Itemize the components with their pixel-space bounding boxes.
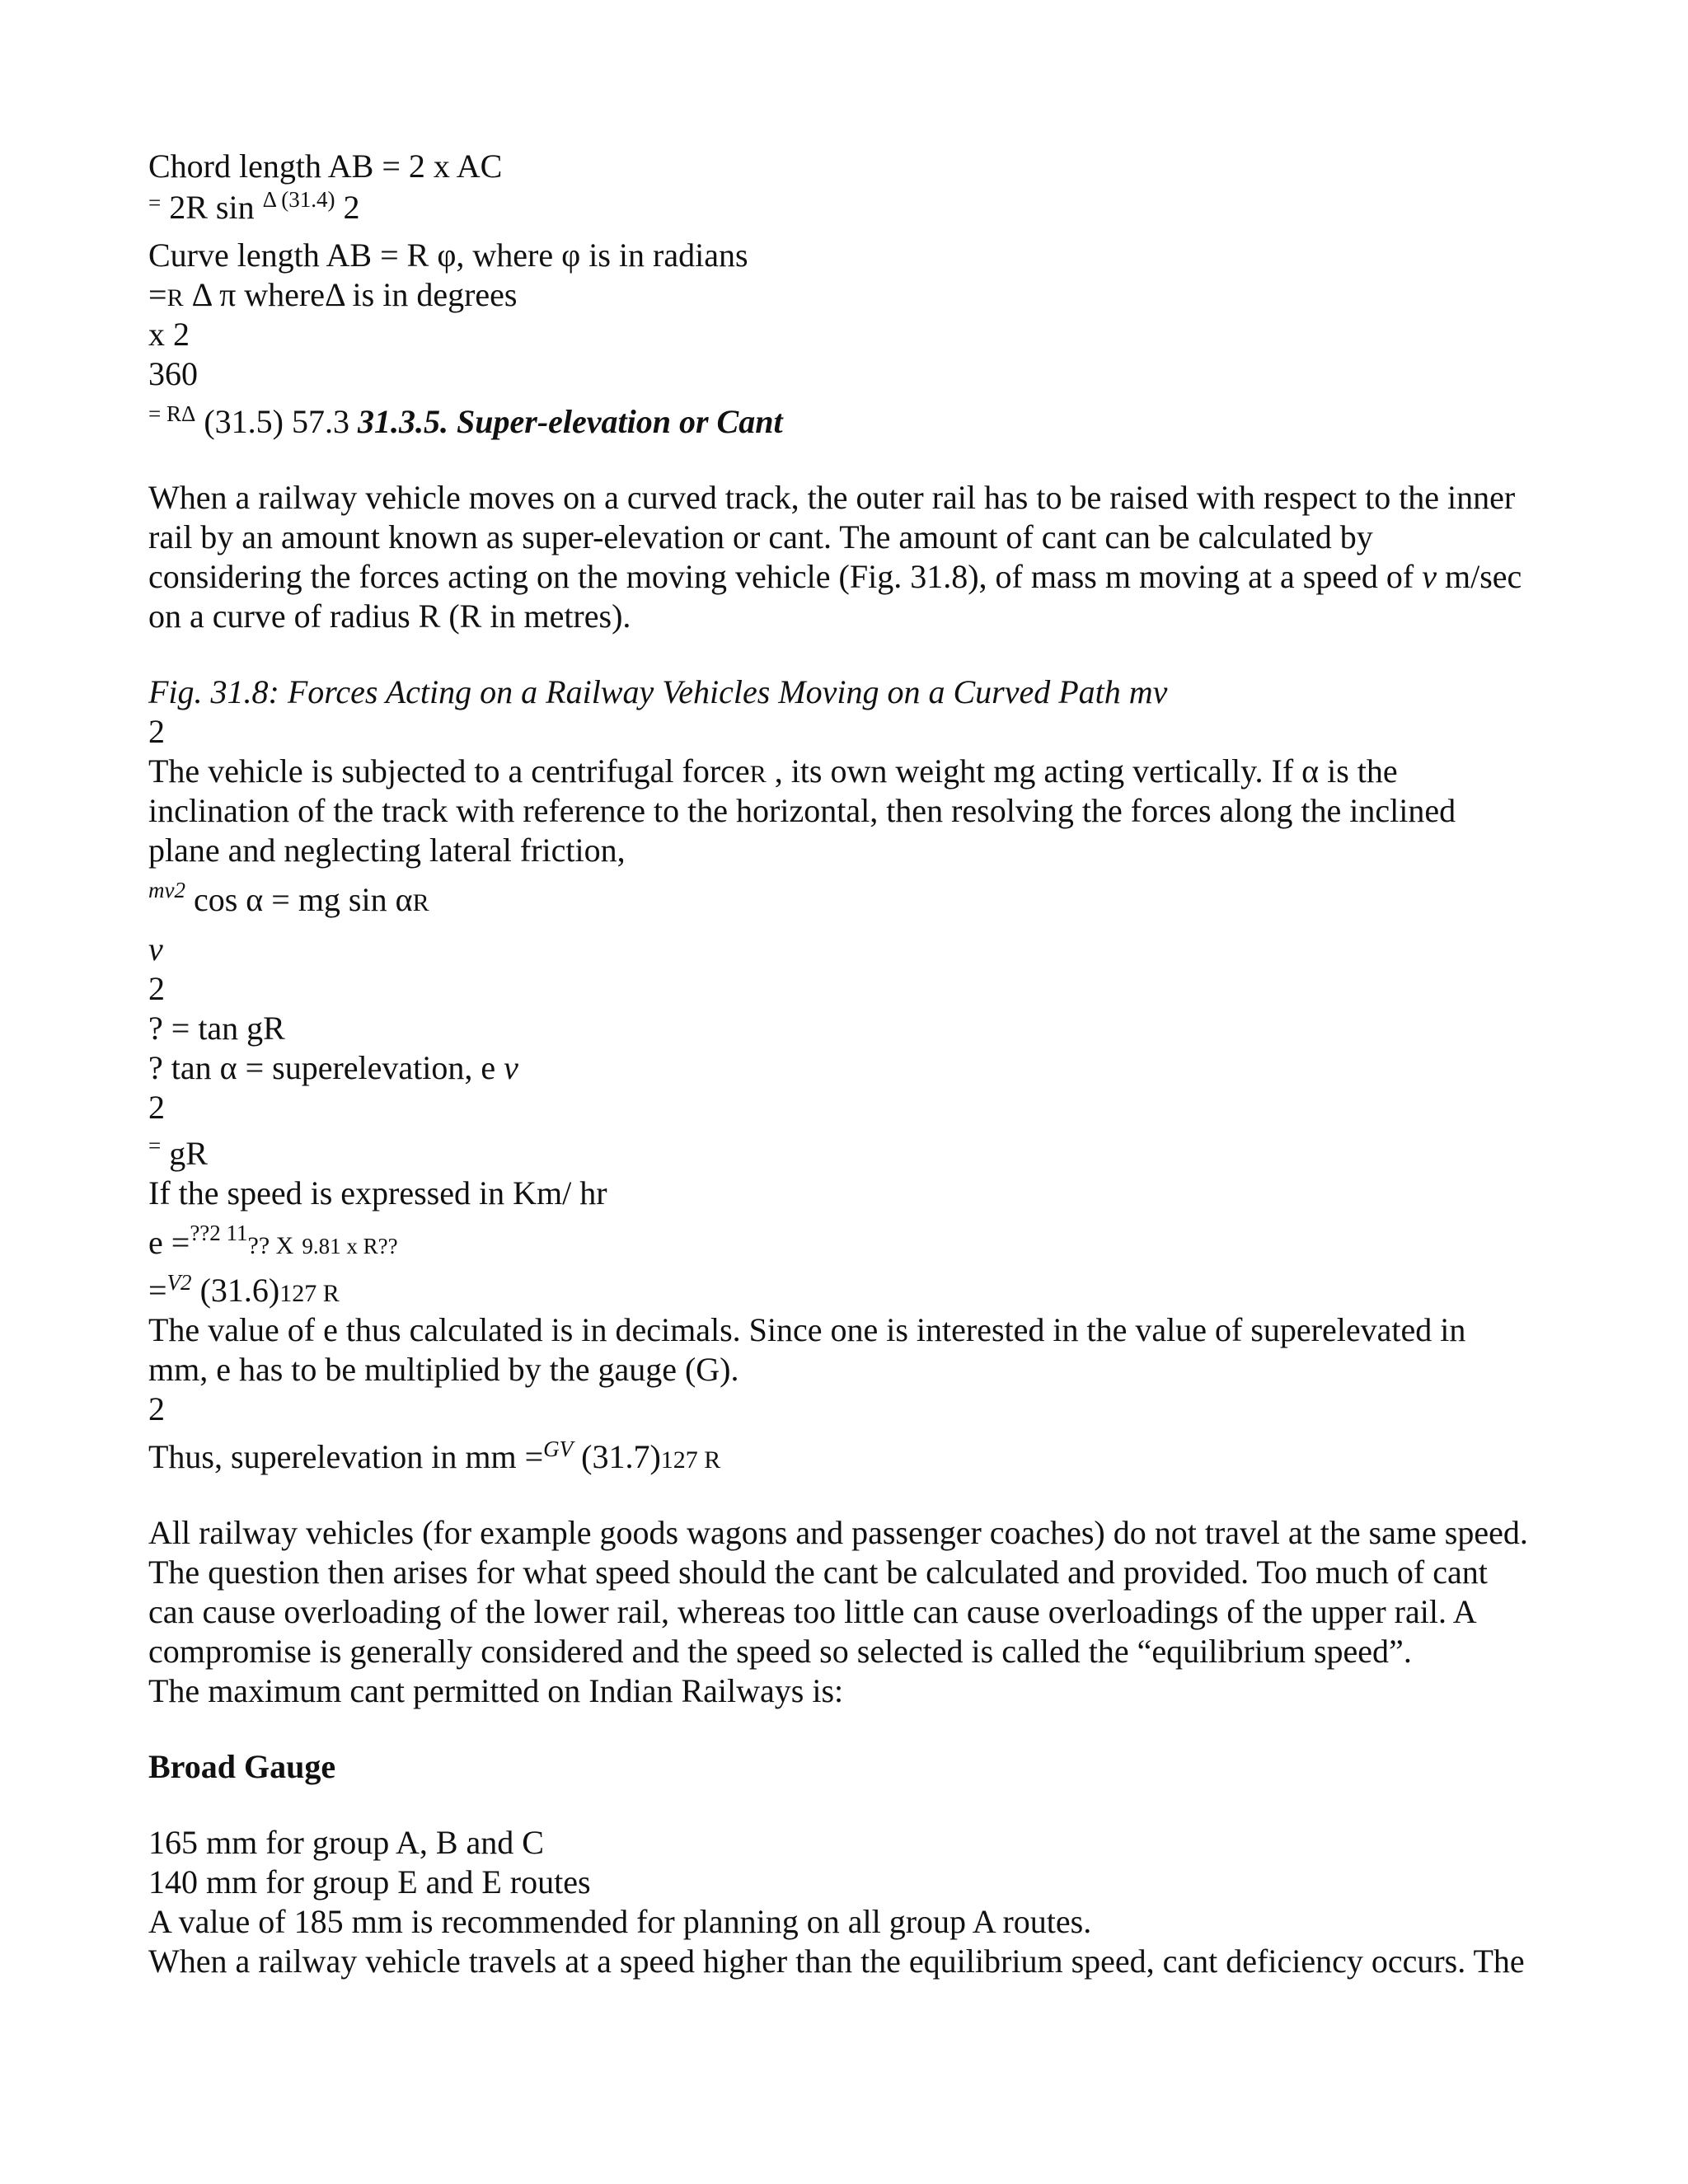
text: A value of 185 mm is recommended for planning on all group A routes.	[148, 1903, 1092, 1940]
equals-sign: =	[148, 190, 162, 215]
text: When a railway vehicle moves on a curved track, the outer rail has to be raised with respect to the inner	[148, 479, 1516, 516]
fraction-denominator	[148, 354, 198, 394]
text: Chord length AB = 2 x AC	[148, 148, 503, 185]
equation-denominator: 127 R	[279, 1280, 340, 1307]
text: ? = tan gR	[148, 1010, 285, 1047]
paragraph-4-line-4	[148, 1632, 1412, 1671]
text: on a curve of radius R (R in metres).	[148, 598, 631, 635]
equation-superscript: GV	[543, 1436, 574, 1461]
text: When a railway vehicle travels at a speed higher than the equilibrium speed, cant deficiency occurs. The	[148, 1943, 1525, 1980]
equation-label: Δ (31.4)	[262, 187, 335, 212]
text: If the speed is expressed in Km/ hr	[148, 1174, 607, 1212]
exponent-line	[148, 712, 165, 752]
unit: m/sec	[1444, 558, 1522, 595]
equation-gr	[148, 1134, 208, 1177]
text: 2	[148, 713, 165, 750]
speed-units-line	[148, 1174, 607, 1213]
text: plane and neglecting lateral friction,	[148, 832, 626, 869]
paragraph-1-line-1	[148, 478, 1515, 518]
equation-lhs: e =	[148, 1224, 190, 1261]
equation-denominator: 127 R	[660, 1446, 721, 1474]
equation-force-balance	[148, 880, 429, 923]
equation-prefix: mv2	[148, 878, 185, 902]
equals-sign: =	[148, 1133, 162, 1158]
paragraph-1-line-3	[148, 557, 1522, 597]
equals-sign: =	[148, 1272, 167, 1309]
equation-31-6	[148, 1271, 340, 1314]
text: The maximum cant permitted on Indian Railways is:	[148, 1672, 844, 1709]
velocity-line	[148, 930, 163, 969]
text: v	[148, 930, 163, 968]
text: compromise is generally considered and the speed so selected is called the “equilibrium speed”.	[148, 1633, 1412, 1670]
fraction-part	[148, 315, 190, 354]
velocity-symbol: v	[504, 1049, 518, 1086]
velocity-symbol: v	[1422, 558, 1437, 595]
equation-prefix: = RΔ	[148, 401, 196, 426]
r-symbol: R	[166, 284, 184, 312]
equation-main: 2R sin	[169, 189, 255, 226]
paragraph-2-line-1	[148, 752, 1398, 794]
text: inclination of the track with reference to the horizontal, then resolving the forces along the inclined	[148, 792, 1456, 829]
equation-tail: 2	[343, 189, 360, 226]
text: 2	[148, 1089, 165, 1126]
paragraph-1-line-2	[148, 518, 1373, 557]
equals-sign: =	[148, 276, 167, 313]
cant-deficiency-line	[148, 1942, 1525, 1981]
text: The question then arises for what speed should the cant be calculated and provided. Too much of cant	[148, 1554, 1488, 1591]
text: 360	[148, 355, 198, 392]
equation-superscript: ??2 11	[190, 1221, 248, 1245]
text: Fig. 31.8: Forces Acting on a Railway Vehicles Moving on a Curved Path mv	[148, 673, 1168, 710]
equation-label: (31.6)	[199, 1272, 280, 1309]
equation-superelevation	[148, 1048, 518, 1088]
exponent-line	[148, 969, 165, 1009]
paragraph-1-line-4	[148, 597, 631, 636]
section-heading: 31.3.5. Super-elevation or Cant	[358, 403, 783, 440]
equation-31-7	[148, 1437, 720, 1480]
text: 165 mm for group A, B and C	[148, 1824, 544, 1861]
broad-gauge-note	[148, 1902, 1091, 1942]
broad-gauge-heading	[148, 1747, 335, 1787]
text: Curve length AB = R φ, where φ is in radians	[148, 237, 748, 274]
equation-superscript: V2	[166, 1270, 192, 1295]
text: ? tan α = superelevation, e	[148, 1049, 496, 1086]
equation-main: cos α = mg sin α	[193, 881, 413, 918]
exponent-line	[148, 1088, 165, 1127]
text: considering the forces acting on the moving vehicle (Fig. 31.8), of mass m moving at a speed of	[148, 558, 1414, 595]
paragraph-2-line-2	[148, 791, 1456, 831]
broad-gauge-item-2	[148, 1863, 591, 1902]
text: All railway vehicles (for example goods wagons and passenger coaches) do not travel at the same speed.	[148, 1514, 1528, 1551]
text: Broad Gauge	[148, 1748, 336, 1785]
equation-main: (31.5) 57.3	[204, 403, 349, 440]
paragraph-2-line-3	[148, 831, 626, 870]
curve-length-degrees-line	[148, 275, 517, 318]
paragraph-4-line-1	[148, 1513, 1528, 1553]
broad-gauge-item-1	[148, 1823, 544, 1863]
equation-main: Thus, superelevation in mm =	[148, 1438, 544, 1475]
equation-main: Δ π whereΔ is in degrees	[191, 276, 518, 313]
text: 2	[148, 970, 165, 1007]
text: rail by an amount known as super-elevation or cant. The amount of cant can be calculated by	[148, 518, 1373, 555]
equation-tan	[148, 1009, 285, 1048]
curve-length-line	[148, 236, 748, 275]
text: x 2	[148, 316, 190, 353]
text-continued: , its own weight mg acting vertically. If α is the	[774, 752, 1398, 790]
equation-x: ?? X	[247, 1232, 294, 1259]
paragraph-4-line-2	[148, 1553, 1488, 1592]
equation-rest: 9.81 x R??	[302, 1234, 398, 1258]
equation-label: (31.7)	[581, 1438, 661, 1475]
equation-31-4	[148, 188, 359, 231]
equation-e	[148, 1223, 398, 1266]
text: 2	[148, 1390, 165, 1427]
text: mm, e has to be multiplied by the gauge (G).	[148, 1351, 739, 1388]
exponent-line	[148, 1390, 165, 1429]
text: The vehicle is subjected to a centrifugal force	[148, 752, 750, 790]
text: can cause overloading of the lower rail, whereas too little can cause overloadings of the upper rail. A	[148, 1593, 1477, 1630]
chord-length-line	[148, 147, 502, 186]
r-symbol: R	[412, 889, 429, 916]
paragraph-4-line-5	[148, 1671, 843, 1711]
figure-caption	[148, 673, 1167, 712]
paragraph-4-line-3	[148, 1592, 1477, 1632]
equation-31-5-heading-line	[148, 402, 783, 445]
paragraph-3-line-1	[148, 1310, 1465, 1350]
equation-main: gR	[169, 1135, 208, 1172]
text: 140 mm for group E and E routes	[148, 1863, 591, 1900]
r-symbol: R	[749, 761, 767, 788]
paragraph-3-line-2	[148, 1350, 739, 1390]
text: The value of e thus calculated is in decimals. Since one is interested in the value of superelevated in	[148, 1311, 1466, 1348]
